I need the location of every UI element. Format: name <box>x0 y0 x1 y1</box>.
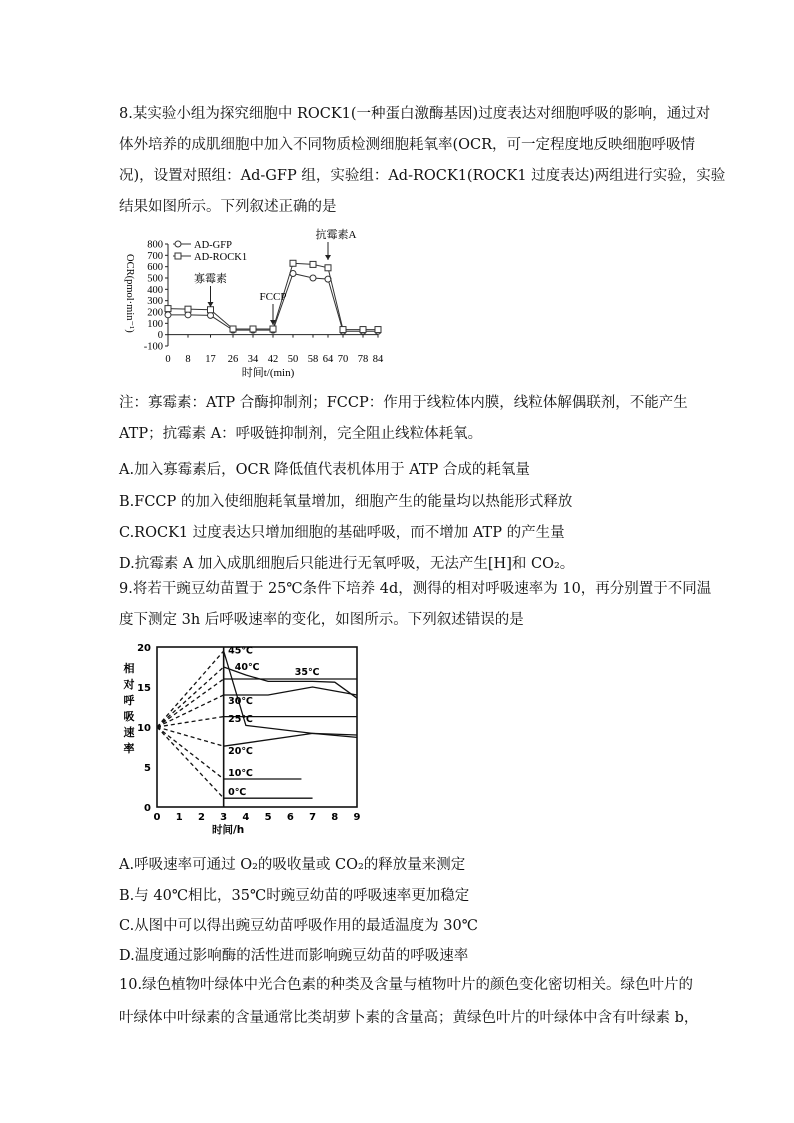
arrow-head <box>325 255 331 260</box>
series-line-3 <box>224 687 357 695</box>
x-tick-label: 70 <box>337 354 349 365</box>
y-tick-label: 800 <box>147 239 163 251</box>
y-axis-label-char: 速 <box>123 726 135 739</box>
data-point <box>310 275 316 281</box>
series-dashed-3 <box>157 695 224 727</box>
x-tick-label: 64 <box>322 354 334 365</box>
series-dashed-7 <box>157 727 224 798</box>
y-tick-label: 10 <box>137 723 151 734</box>
y-tick-label: 15 <box>137 683 151 694</box>
x-tick-label: 0 <box>153 812 161 823</box>
x-tick-label: 8 <box>331 812 339 823</box>
q10-line-1: 10.绿色植物叶绿体中光合色素的种类及含量与植物叶片的颜色变化密切相关。绿色叶片的 <box>119 977 694 993</box>
y-tick-label: 300 <box>147 296 163 308</box>
respiration-chart <box>115 640 375 840</box>
series-dashed-0 <box>157 651 224 727</box>
legend-marker <box>175 253 181 259</box>
x-tick-label: 42 <box>267 354 279 365</box>
data-point <box>230 326 236 332</box>
x-tick-label: 26 <box>227 354 239 365</box>
x-tick-label: 78 <box>357 354 369 365</box>
data-point <box>360 327 366 333</box>
x-axis-label: 时间/h <box>211 824 245 836</box>
x-tick-label: 4 <box>242 812 250 823</box>
y-axis-label-char: 相 <box>123 662 135 675</box>
series-dashed-4 <box>157 717 224 727</box>
series-label: 35℃ <box>294 667 320 678</box>
q10-line-2: 叶绿体中叶绿素的含量通常比类胡萝卜素的含量高；黄绿色叶片的叶绿体中含有叶绿素 b， <box>119 1010 699 1026</box>
q9-line-1: 9.将若干豌豆幼苗置于 25℃条件下培养 4d，测得的相对呼吸速率为 10，再分别置于不同温 <box>119 581 712 597</box>
q9-option-b: B.与 40℃相比，35℃时豌豆幼苗的呼吸速率更加稳定 <box>119 888 470 904</box>
x-tick-label: 9 <box>353 812 361 823</box>
q8-line-1: 8.某实验小组为探究细胞中 ROCK1(一种蛋白激酶基因)过度表达对细胞呼吸的影响，通过对 <box>119 106 711 122</box>
q8-note-line-1: 注：寡霉素：ATP 合酶抑制剂；FCCP：作用于线粒体内膜，线粒体解偶联剂，不能产生 <box>119 395 688 411</box>
series-label: 30℃ <box>228 695 253 707</box>
series-label: 10℃ <box>228 767 253 779</box>
q9-option-d: D.温度通过影响酶的活性进而影响豌豆幼苗的呼吸速率 <box>119 948 469 964</box>
q8-line-4: 结果如图所示。下列叙述正确的是 <box>119 199 337 215</box>
data-point <box>290 260 296 266</box>
x-tick-label: 84 <box>372 354 384 365</box>
y-tick-label: 20 <box>137 643 151 654</box>
q8-option-a: A.加入寡霉素后，OCR 降低值代表机体用于 ATP 合成的耗氧量 <box>119 462 530 478</box>
x-tick-label: 58 <box>307 354 319 365</box>
annotation-label: 抗霉素A <box>315 229 357 241</box>
x-axis-label: 时间t/(min) <box>241 367 295 379</box>
y-tick-label: 0 <box>144 803 151 814</box>
x-tick-label: 5 <box>264 812 272 823</box>
y-axis-label-char: 对 <box>123 678 135 691</box>
series-label: 20℃ <box>228 746 253 758</box>
y-tick-label: 700 <box>147 250 163 262</box>
ocr-chart <box>115 222 395 382</box>
y-tick-label: 500 <box>147 273 163 285</box>
data-point <box>325 265 331 271</box>
data-point <box>165 306 171 312</box>
x-tick-label: 3 <box>220 812 228 823</box>
legend-marker <box>175 241 181 247</box>
data-point <box>165 312 171 318</box>
y-tick-label: -100 <box>143 341 163 353</box>
q9-option-a: A.呼吸速率可通过 O₂的吸收量或 CO₂的释放量来测定 <box>119 857 466 873</box>
y-tick-label: 100 <box>147 318 163 330</box>
q8-note-line-2: ATP；抗霉素 A：呼吸链抑制剂，完全阻止线粒体耗氧。 <box>119 426 483 442</box>
data-point <box>185 306 191 312</box>
legend-label: AD-GFP <box>194 240 232 251</box>
series-label: 0℃ <box>228 787 247 798</box>
series-label: 45℃ <box>228 645 253 657</box>
x-tick-label: 6 <box>286 812 294 823</box>
series-dashed-5 <box>157 727 224 746</box>
y-axis-label-char: 呼 <box>123 694 135 707</box>
y-tick-label: 400 <box>147 284 163 296</box>
x-tick-label: 17 <box>205 354 216 365</box>
q8-line-3: 况)，设置对照组：Ad-GFP 组，实验组：Ad-ROCK1(ROCK1 过度表达)两组进行实验，实验 <box>119 168 726 184</box>
y-axis-label-char: 吸 <box>123 710 135 723</box>
q8-option-b: B.FCCP 的加入使细胞耗氧量增加，细胞产生的能量均以热能形式释放 <box>119 494 573 510</box>
q9-option-c: C.从图中可以得出豌豆幼苗呼吸作用的最适温度为 30℃ <box>119 918 478 934</box>
series-dashed-6 <box>157 727 224 779</box>
annotation-label: FCCP <box>259 291 287 303</box>
annotation-label: 寡霉素 <box>194 273 227 285</box>
series-dashed-2 <box>157 679 224 727</box>
q8-option-c: C.ROCK1 过度表达只增加细胞的基础呼吸，而不增加 ATP 的产生量 <box>119 525 565 541</box>
x-tick-label: 0 <box>165 354 171 365</box>
x-tick-label: 34 <box>247 354 259 365</box>
legend-label: AD-ROCK1 <box>194 252 248 263</box>
data-point <box>270 326 276 332</box>
series-label: 40℃ <box>234 662 260 674</box>
data-point <box>208 312 214 318</box>
y-tick-label: 600 <box>147 262 163 274</box>
data-point <box>208 307 214 313</box>
series-label: 25℃ <box>228 714 253 726</box>
y-axis-label: OCR(pmol·min⁻¹) <box>124 254 135 333</box>
q9-line-2: 度下测定 3h 后呼吸速率的变化，如图所示。下列叙述错误的是 <box>119 612 524 628</box>
x-tick-label: 50 <box>287 354 299 365</box>
q8-line-2: 体外培养的成肌细胞中加入不同物质检测细胞耗氧率(OCR，可一定程度地反映细胞呼吸情 <box>119 137 696 153</box>
q8-option-d: D.抗霉素 A 加入成肌细胞后只能进行无氧呼吸，无法产生[H]和 CO₂。 <box>119 556 575 572</box>
y-tick-label: 5 <box>144 763 151 774</box>
data-point <box>250 326 256 332</box>
y-tick-label: 200 <box>147 307 163 319</box>
data-point <box>185 312 191 318</box>
x-tick-label: 8 <box>185 354 191 365</box>
x-tick-label: 1 <box>175 812 183 823</box>
y-axis-label-char: 率 <box>123 742 135 755</box>
y-tick-label: 0 <box>157 330 163 342</box>
x-tick-label: 7 <box>309 812 317 823</box>
x-tick-label: 2 <box>197 812 205 823</box>
data-point <box>310 261 316 267</box>
data-point <box>340 327 346 333</box>
data-point <box>375 327 381 333</box>
